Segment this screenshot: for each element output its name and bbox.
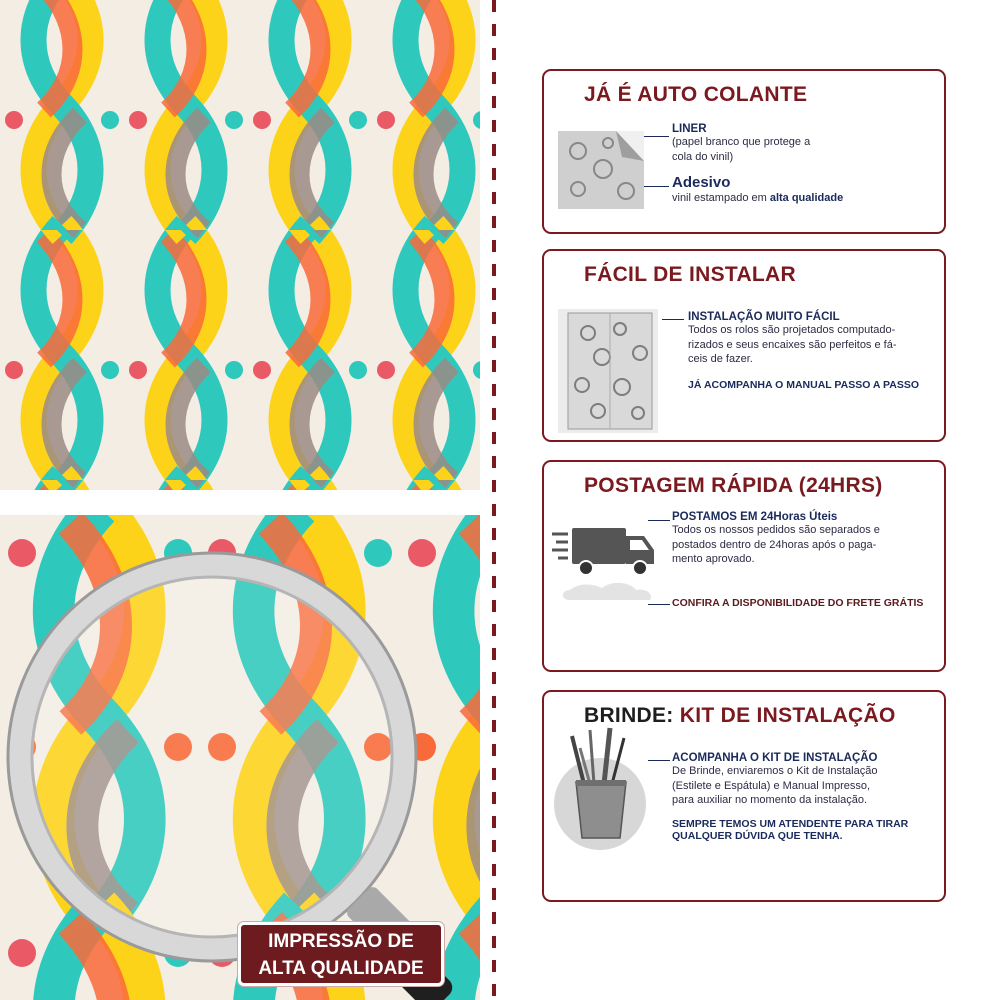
install-text-1: Todos os rolos são projetados computado- [688, 324, 896, 336]
tool-cup-icon [550, 726, 654, 856]
adesivo-bold: alta qualidade [769, 192, 844, 204]
install-text-2: rizados e seus encaixes são perfeitos e fá- [688, 338, 897, 351]
card-self-adhesive [542, 69, 946, 234]
card-title: POSTAGEM RÁPIDA (24HRS) [584, 474, 883, 497]
shipping-heading: POSTAMOS EM 24Horas Úteis [672, 511, 838, 523]
gift-title-prefix: BRINDE: [584, 704, 674, 727]
liner-text-1: (papel branco que protege a [672, 136, 811, 148]
delivery-truck-icon [550, 518, 660, 614]
print-quality-badge [238, 922, 444, 986]
card-fast-shipping [542, 460, 946, 672]
free-shipping-note: CONFIRA A DISPONIBILIDADE DO FRETE GRÁTIS [672, 597, 924, 609]
card-title: JÁ É AUTO COLANTE [584, 83, 808, 106]
gift-text-3: para auxiliar no momento da instalação. [672, 794, 868, 806]
peeling-sticker-icon [558, 131, 648, 211]
adesivo-text: vinil estampado em [672, 192, 770, 204]
liner-heading: LINER [672, 123, 707, 135]
badge-line-2: ALTA QUALIDADE [258, 958, 424, 979]
card-title: FÁCIL DE INSTALAR [584, 263, 796, 286]
wallpaper-pattern-preview [0, 0, 480, 490]
shipping-text-2: postados dentro de 24horas após o paga- [672, 538, 877, 551]
shipping-text-1: Todos os nossos pedidos são separados e [672, 524, 880, 536]
gift-text-2: (Estilete e Espátula) e Manual Impresso, [672, 779, 871, 792]
card-gift-kit [542, 690, 946, 902]
manual-note: JÁ ACOMPANHA O MANUAL PASSO A PASSO [688, 378, 920, 391]
support-line-1: SEMPRE TEMOS UM ATENDENTE PARA TIRAR [672, 817, 909, 830]
dashed-divider [488, 0, 500, 1000]
gift-heading: ACOMPANHA O KIT DE INSTALAÇÃO [672, 752, 878, 764]
install-text-3: ceis de fazer. [688, 353, 753, 365]
shipping-text-3: mento aprovado. [672, 553, 755, 565]
gift-title-rest: KIT DE INSTALAÇÃO [673, 704, 896, 727]
pattern-preview-column [0, 0, 480, 1000]
wall-cabinet-icon [558, 309, 658, 433]
adesivo-heading: Adesivo [672, 174, 731, 191]
card-easy-install [542, 249, 946, 442]
support-line-2: QUALQUER DÚVIDA QUE TENHA. [672, 829, 843, 842]
liner-text-2: cola do vinil) [672, 150, 734, 163]
install-heading: INSTALAÇÃO MUITO FÁCIL [688, 311, 840, 323]
gift-text-1: De Brinde, enviaremos o Kit de Instalação [672, 765, 878, 777]
badge-line-1: IMPRESSÃO DE [268, 931, 414, 952]
